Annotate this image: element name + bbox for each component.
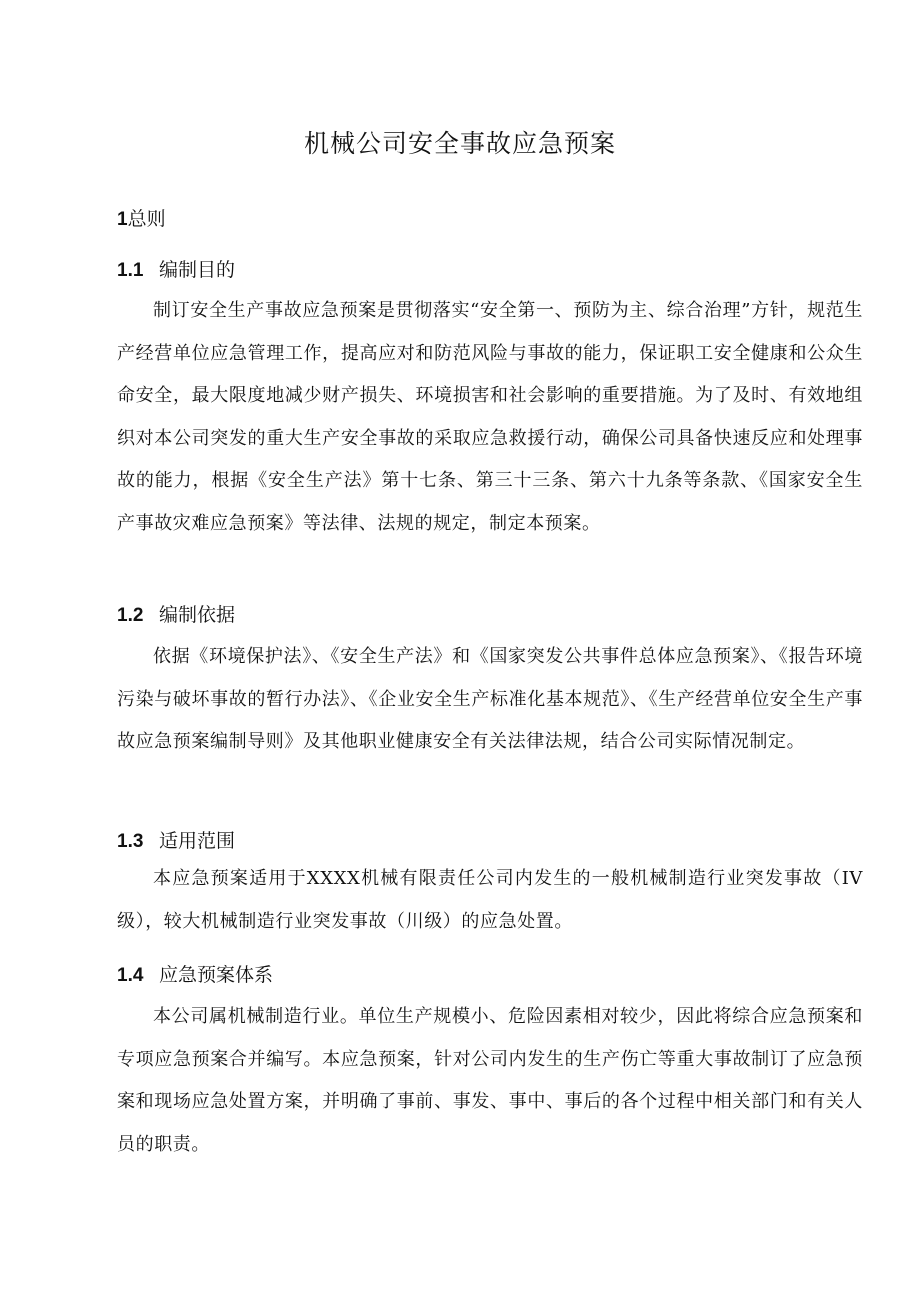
section-title: 编制依据: [159, 604, 236, 626]
section-title: 适用范围: [159, 830, 236, 852]
section-number: 1.1: [117, 260, 144, 281]
chapter-title: 总则: [127, 208, 166, 230]
section-title: 编制目的: [159, 259, 236, 281]
section-heading: [117, 600, 235, 631]
section-heading: [117, 255, 235, 286]
section-paragraph: 制订安全生产事故应急预案是贯彻落实“安全第一、预防为主、综合治理”方针，规范生产经营单位应急管理工作，提高应对和防范风险与事故的能力，保证职工安全健康和公众生命安全，最大限度地减少财产损失、环境损害和社会影响的重要措施。为了及时、有效地组织对本公司突发的重大生产安全事故的采取应急救援行动，确保公司具备快速反应和处理事故的能力，根据《安全生产法》第十七条、第三十三条、第六十九条等条款、《国家安全生产事故灾难应急预案》等法律、法规的规定，制定本预案。: [117, 300, 863, 534]
section-heading: [117, 960, 273, 991]
chapter-heading: [117, 204, 166, 235]
section-number: 1.2: [117, 605, 144, 626]
chapter-number: 1: [117, 209, 128, 230]
section-number: 1.4: [117, 965, 144, 986]
section-paragraph: 依据《环境保护法》、《安全生产法》和《国家突发公共事件总体应急预案》、《报告环境污染与破坏事故的暂行办法》、《企业安全生产标准化基本规范》、《生产经营单位安全生产事故应急预案编制导则》及其他职业健康安全有关法律法规，结合公司实际情况制定。: [117, 646, 863, 752]
document-title: 机械公司安全事故应急预案: [303, 129, 616, 158]
section-paragraph: 本公司属机械制造行业。单位生产规模小、危险因素相对较少，因此将综合应急预案和专项应急预案合并编写。本应急预案，针对公司内发生的生产伤亡等重大事故制订了应急预案和现场应急处置方案，并明确了事前、事发、事中、事后的各个过程中相关部门和有关人员的职责。: [117, 1006, 863, 1155]
section-heading: [117, 826, 235, 857]
section-number: 1.3: [117, 831, 144, 852]
section-title: 应急预案体系: [159, 964, 274, 986]
section-paragraph: 本应急预案适用于XXXX机械有限责任公司内发生的一般机械制造行业突发事故（IV级），较大机械制造行业突发事故（川级）的应急处置。: [117, 868, 863, 932]
